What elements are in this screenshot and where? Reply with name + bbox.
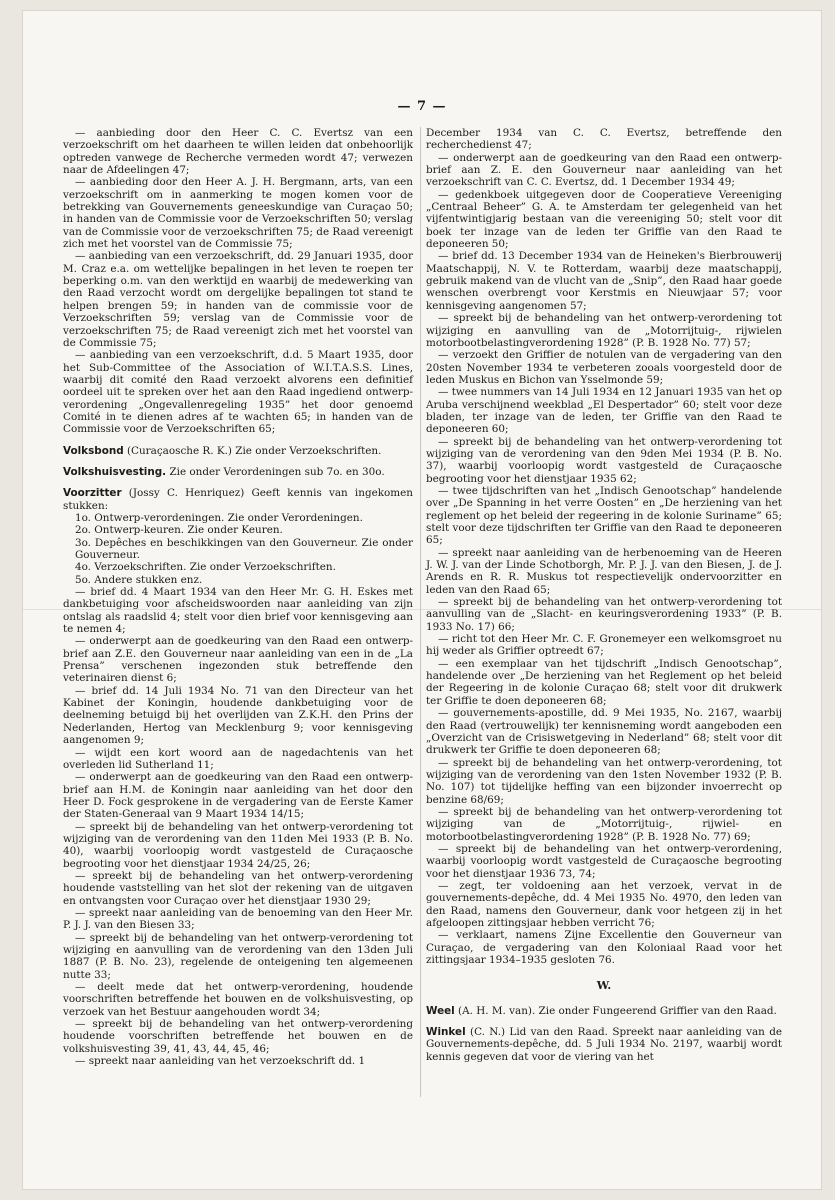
paragraph: — aanbieding door den Heer A. J. H. Bergmann, arts, van een verzoekschrift om in aanmerking te mogen komen voor de betrekking van Gouvernements geneeskundige van Curaçao 50; in handen van de Commissie voor de Verzoekschriften 50; verslag van de Commissie voor de verzoekschriften 75; de Raad vereenigt zich met het voorstel van de Commissie 75; xyxy=(63,176,413,251)
paragraph: — deelt mede dat het ontwerp-verordening, houdende voorschriften betreffende het bouwen en de volkshuisvesting, op verzoek van het Bestuur aangehouden wordt 34; xyxy=(63,981,413,1018)
paragraph: — spreekt bij de behandeling van het ontwerp-verordening houdende voorschriften betreffende het bouwen en de volkshuisvesting 39, 41, 43, 44, 45, 46; xyxy=(63,1018,413,1055)
paragraph: — gouvernements-apostille, dd. 9 Mei 1935, No. 2167, waarbij den Raad (vertrouwelijk) ter kennisneming wordt aangeboden een „Overzicht van de Crisiswetgeving in Nederland” 68; stelt voor dit drukwerk ter Griffie te doen deponeeren 68; xyxy=(426,707,782,757)
entry-heading: Winkel xyxy=(426,1026,466,1039)
list-item: 4o. Verzoekschriften. Zie onder Verzoekschriften. xyxy=(75,561,336,574)
entry-winkel xyxy=(426,1026,782,1063)
paragraph: — gedenkboek uitgegeven door de Cooperatieve Vereeniging „Centraal Beheer” G. A. te Amsterdam ter gelegenheid van het vijfentwintigjarig bestaan van die vereeniging 50; stelt voor dit boek ter inzage van de leden ter Griffie van den Raad te deponeeren 50; xyxy=(426,188,782,251)
entry-text: Zie onder Verordeningen sub 7o. en 30o. xyxy=(166,465,385,478)
paragraph: — brief dd. 4 Maart 1934 van den Heer Mr. G. H. Eskes met dankbetuiging voor afscheidswoorden naar aanleiding van zijn ontslag als raadslid 4; stelt voor dien brief voor kennisgeving aan te nemen 4; xyxy=(63,586,413,636)
entry-volksbond xyxy=(63,445,413,457)
entry-heading: Volksbond xyxy=(63,444,124,457)
entry-text: (Jossy C. Henriquez) Geeft kennis van ingekomen stukken: xyxy=(63,487,413,512)
paragraph-continuation: December 1934 van C. C. Evertsz, betreffende den recherchedienst 47; xyxy=(426,127,782,152)
page-number: — 7 — xyxy=(397,99,447,114)
paragraph: — wijdt een kort woord aan de nagedachtenis van het overleden lid Sutherland 11; xyxy=(63,746,413,771)
paragraph: — brief dd. 13 December 1934 van de Heineken's Bierbrouwerij Maatschappij, N. V. te Rotterdam, waarbij deze maatschappij, gebruik makend van de vlucht van de „Snip”, den Raad haar goede wenschen overbrengt voor Kerstmis en Nieuwjaar 57; voor kennisgeving aangenomen 57; xyxy=(426,250,782,312)
paragraph: — verklaart, namens Zijne Excellentie den Gouverneur van Curaçao, de vergadering van den Koloniaal Raad voor het zittingsjaar 1934–1935 gesloten 76. xyxy=(426,929,782,967)
paragraph: — spreekt bij de behandeling van het ontwerp-verordening tot wijziging van de verordening van den 9den Mei 1934 (P. B. No. 37), waarbij voorloopig wordt vastgesteld de Curaçaosche begrooting voor het dienstjaar 1935 62; xyxy=(426,435,782,485)
entry-text: (Curaçaosche R. K.) Zie onder Verzoekschriften. xyxy=(123,444,382,457)
paragraph: — spreekt naar aanleiding van de benoeming van den Heer Mr. P. J. J. van den Biesen 33; xyxy=(63,906,413,932)
entry-volkshuisvesting xyxy=(63,466,413,478)
paragraph: — onderwerpt aan de goedkeuring van den Raad een ontwerp-brief aan Z.E. den Gouverneur naar aanleiding van een in de „La Prensa” verschenen ingezonden stuk betreffende den veterinairen dienst 6; xyxy=(63,635,413,685)
paragraph: — spreekt bij de behandeling van het ontwerp-verordening tot wijziging van de „Motorrijtuig-, rijwiel- en motorbootbelastingverordening 1928” (P. B. 1928 No. 77) 69; xyxy=(426,805,782,843)
list-item: 5o. Andere stukken enz. xyxy=(75,573,203,586)
paragraph: — aanbieding door den Heer C. C. Evertsz van een verzoekschrift om het daarheen te willen leiden dat onbehoorlijk optreden vanwege de Recherche vermeden wordt 47; verwezen naar de Afdeelingen 47; xyxy=(63,127,413,177)
paragraph: — spreekt bij de behandeling van het ontwerp-verordening tot wijziging van de verordening van den 11den Mei 1933 (P. B. No. 40), waarbij voorloopig wordt vastgesteld de Curaçaosche begrooting voor het dienstjaar 1934 24/25, 26; xyxy=(63,820,413,870)
entry-heading: Voorzitter xyxy=(63,487,122,500)
list-item: 2o. Ontwerp-keuren. Zie onder Keuren. xyxy=(75,524,283,537)
paragraph: — spreekt bij de behandeling van het ontwerp-verordening tot aanvulling van de „Slacht- en keuringsverordening 1933” (P. B. 1933 No. 17) 66; xyxy=(426,596,782,633)
paragraph: — brief dd. 14 Juli 1934 No. 71 van den Directeur van het Kabinet der Koningin, houdende dankbetuiging voor de deelneming betuigd bij het overlijden van Z.K.H. den Prins der Nederlanden, Hertog van Mecklenburg 9; voor kennisgeving aangenomen 9; xyxy=(63,684,413,747)
paragraph: — twee nummers van 14 Juli 1934 en 12 Januari 1935 van het op Aruba verschijnend weekblad „El Despertador” 60; stelt voor deze bladen, ter inzage van de leden, ter Griffie van den Raad te deponeeren 60; xyxy=(426,386,782,436)
column-divider xyxy=(420,127,421,1097)
right-column xyxy=(426,127,782,1063)
paragraph: — verzoekt den Griffier de notulen van de vergadering van den 20sten November 1934 te verbeteren zooals voorgesteld door de leden Muskus en Bichon van Ysselmonde 59; xyxy=(426,349,782,386)
entry-voorzitter xyxy=(63,487,413,512)
paragraph: — spreekt naar aanleiding van de herbenoeming van de Heeren J. W. J. van der Linde Schotborgh, Mr. P. J. J. van den Biesen, J. de J. Arends en R. R. Muskus tot respectievelijk ondervoorzitter en leden van den Raad 65; xyxy=(426,546,782,596)
list-item: 3o. Depêches en beschikkingen van den Gouverneur. Zie onder Gouverneur. xyxy=(75,536,413,561)
section-letter: W. xyxy=(596,979,612,993)
entry-heading: Weel xyxy=(426,1004,455,1017)
paragraph: — spreekt bij de behandeling van het ontwerp-verordening, tot wijziging van de verordening van den 1sten November 1932 (P. B. No. 107) tot tijdelijke heffing van een bijzonder invoerrecht op benzine 68/69; xyxy=(426,756,782,806)
paragraph: — spreekt bij de behandeling van het ontwerp-verordening tot wijziging en aanvulling van de verordening van den 13den Juli 1887 (P. B. No. 23), regelende de onteigening ten algemeenen nutte 33; xyxy=(63,931,413,981)
paragraph: — aanbieding van een verzoekschrift, dd. 29 Januari 1935, door M. Craz e.a. om wettelijke bepalingen in het leven te roepen ter beperking o.m. van den werktijd en waarbij de medewerking van den Raad verzocht wordt om dergelijke bepalingen tot stand te helpen brengen 59; in handen van de commissie voor de Verzoekschriften 59; verslag van de Commissie voor de verzoekschriften 75; de Raad vereenigt zich met het voorstel van de Commissie 75; xyxy=(63,250,413,349)
paragraph: — richt tot den Heer Mr. C. F. Gronemeyer een welkomsgroet nu hij weder als Griffier optreedt 67; xyxy=(426,633,782,658)
paragraph: — spreekt bij de behandeling van het ontwerp-verordening houdende vaststelling van het slot der rekening van de uitgaven en ontvangsten voor Curaçao over het dienstjaar 1930 29; xyxy=(63,869,413,907)
document-page xyxy=(22,10,822,1190)
paragraph: — zegt, ter voldoening aan het verzoek, vervat in de gouvernements-depêche, dd. 4 Mei 1935 No. 4970, den leden van den Raad, namens den Gouverneur, dank voor hetgeen zij in het afgeloopen zittingsjaar hebben verricht 76; xyxy=(426,879,782,929)
entry-weel xyxy=(426,1005,782,1017)
entry-text: (A. H. M. van). Zie onder Fungeerend Griffier van den Raad. xyxy=(454,1004,777,1017)
entry-heading: Volkshuisvesting. xyxy=(63,465,167,478)
paragraph: — spreekt bij de behandeling van het ontwerp-verordening, waarbij voorloopig wordt vastgesteld de Curaçaosche begrooting voor het dienstjaar 1936 73, 74; xyxy=(426,842,782,880)
entry-text: (C. N.) Lid van den Raad. Spreekt naar aanleiding van de Gouvernements-depêche, dd. 5 Juli 1934 No. 2197, waarbij wordt kennis gegeven dat voor de viering van het xyxy=(426,1026,782,1063)
paragraph: — een exemplaar van het tijdschrift „Indisch Genootschap”, handelende over „De herziening van het Reglement op het beleid der Regeering in de kolonie Curaçao 68; stelt voor dit drukwerk ter Griffie te doen deponeeren 68; xyxy=(426,657,782,707)
paragraph: — aanbieding van een verzoekschrift, d.d. 5 Maart 1935, door het Sub-Committee of the Association of W.I.T.A.S.S. Lines, waarbij dit comité den Raad verzoekt alvorens een definitief oordeel uit te spreken over het aan den Raad ingediend ontwerp-verordening „Ongevallenregeling 1935” het door genoemd Comité in te dienen adres af te wachten 65; in handen van de Commissie voor de Verzoekschriften 65; xyxy=(63,349,413,436)
left-column xyxy=(63,127,413,1067)
paragraph: — spreekt bij de behandeling van het ontwerp-verordening tot wijziging en aanvulling van de „Motorrijtuig-, rijwielen motorbootbelastingverordening 1928” (P. B. 1928 No. 77) 57; xyxy=(426,312,782,349)
paragraph: — onderwerpt aan de goedkeuring van den Raad een ontwerp-brief aan Z. E. den Gouverneur naar aanleiding van het verzoekschrift van C. C. Evertsz, dd. 1 December 1934 49; xyxy=(426,151,782,189)
paragraph: — spreekt naar aanleiding van het verzoekschrift dd. 1 xyxy=(75,1055,366,1068)
list-item: 1o. Ontwerp-verordeningen. Zie onder Verordeningen. xyxy=(75,511,363,524)
paragraph: — twee tijdschriften van het „Indisch Genootschap” handelende over „De Spanning in het verre Oosten” en „De herziening van het reglement op het beleid der regeering in de kolonie Suriname” 65; stelt voor deze tijdschriften ter Griffie van den Raad te deponeeren 65; xyxy=(426,484,782,547)
paragraph: — onderwerpt aan de goedkeuring van den Raad een ontwerp-brief aan H.M. de Koningin naar aanleiding van het door den Heer D. Fock gesprokene in de vergadering van de Eerste Kamer der Staten-Generaal van 9 Maart 1934 14/15; xyxy=(63,771,413,821)
